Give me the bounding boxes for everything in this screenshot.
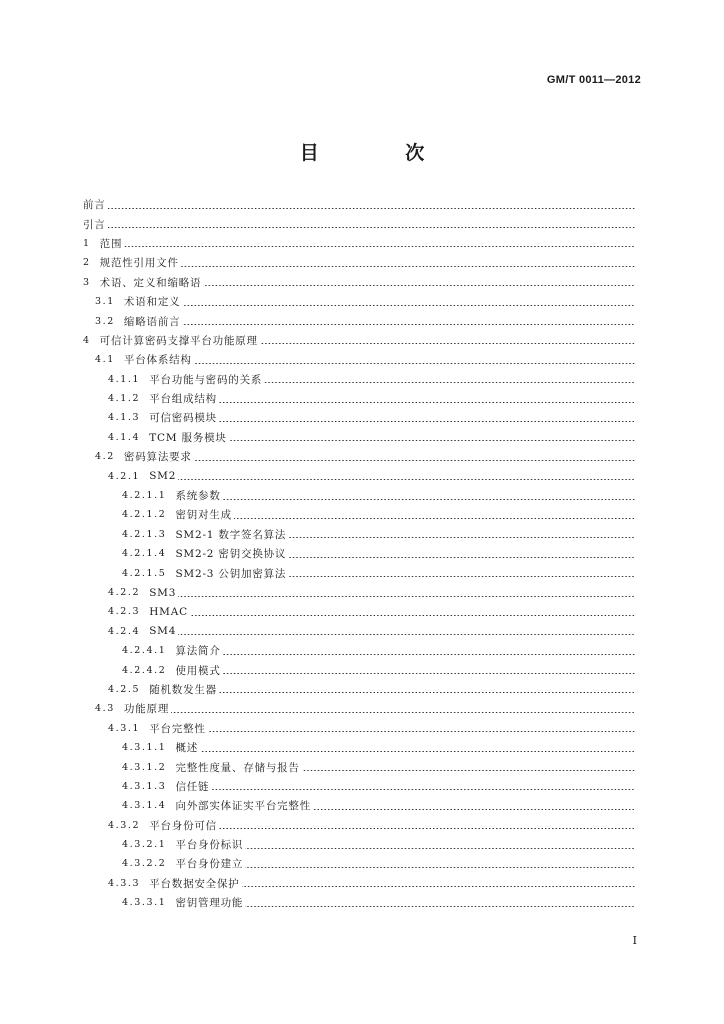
toc-entry[interactable] — [83, 893, 635, 912]
toc-entry[interactable] — [83, 583, 635, 602]
toc-entry[interactable] — [83, 738, 635, 757]
toc-entry-title: SM4 — [149, 625, 177, 638]
toc-entry[interactable] — [83, 796, 635, 815]
toc-entry-number: 4.3.3.1 — [122, 897, 167, 909]
toc-entry-number: 4 — [83, 334, 91, 346]
toc-entry-title: 平台组成结构 — [149, 393, 217, 406]
toc-dot-leader — [194, 363, 635, 364]
toc-entry-title: 密码算法要求 — [123, 451, 192, 464]
toc-dot-leader — [245, 867, 635, 868]
toc-entry[interactable] — [83, 835, 635, 854]
toc-entry[interactable] — [83, 292, 635, 311]
toc-dot-leader — [181, 266, 635, 267]
toc-entry-title: 完整性度量、存储与报告 — [175, 761, 300, 774]
toc-entry-title: 系统参数 — [175, 490, 221, 503]
toc-entry-number: 4.2.1.4 — [122, 548, 167, 560]
toc-entry-number: 4.1.2 — [108, 393, 141, 405]
toc-dot-leader — [260, 343, 635, 344]
toc-entry-number: 4.2.3 — [108, 606, 141, 618]
toc-dot-leader — [242, 886, 635, 887]
toc-dot-leader — [288, 537, 635, 538]
page-title: 目 次 — [299, 142, 465, 164]
toc-entry-number: 4.1 — [95, 354, 115, 366]
toc-dot-leader — [219, 421, 635, 422]
toc-entry[interactable] — [83, 777, 635, 796]
toc-entry-title: 范围 — [99, 237, 123, 250]
toc-entry-number: 4.2 — [95, 451, 115, 463]
toc-entry[interactable] — [83, 370, 635, 389]
toc-dot-leader — [288, 557, 635, 558]
toc-entry-number: 4.2.4 — [108, 625, 141, 637]
toc-entry-number: 2 — [83, 257, 91, 269]
toc-entry-title: 术语、定义和缩略语 — [99, 276, 202, 289]
toc-entry-number: 4.1.1 — [108, 373, 141, 385]
toc-dot-leader — [194, 460, 635, 461]
toc-entry-number: 4.3.2.2 — [122, 858, 167, 870]
toc-entry-title: 平台功能与密码的关系 — [149, 373, 263, 386]
toc-dot-leader — [203, 285, 635, 286]
toc-dot-leader — [108, 227, 635, 228]
toc-dot-leader — [302, 770, 635, 771]
table-of-contents — [83, 195, 635, 912]
toc-entry[interactable] — [83, 874, 635, 893]
toc-dot-leader — [208, 731, 635, 732]
toc-entry-title: 可信密码模块 — [149, 412, 217, 425]
toc-entry-number: 4.2.4.2 — [122, 664, 167, 676]
toc-entry-title: TCM 服务模块 — [149, 431, 227, 444]
toc-entry[interactable] — [83, 816, 635, 835]
toc-dot-leader — [171, 712, 635, 713]
toc-dot-leader — [223, 499, 635, 500]
toc-entry-title: 概述 — [175, 742, 199, 755]
toc-entry[interactable] — [83, 641, 635, 660]
toc-entry-number: 4.1.3 — [108, 412, 141, 424]
toc-entry[interactable] — [83, 680, 635, 699]
toc-entry-number: 3 — [83, 276, 91, 288]
toc-dot-leader — [245, 906, 635, 907]
toc-entry[interactable] — [83, 602, 635, 621]
toc-entry-number: 4.2.1.3 — [122, 528, 167, 540]
toc-entry-title: SM2-3 公钥加密算法 — [175, 567, 287, 580]
toc-entry-title: 前言 — [83, 199, 106, 212]
toc-entry-number: 3.1 — [95, 296, 115, 308]
toc-entry-title: 平台身份标识 — [175, 839, 244, 852]
toc-entry-title: 引言 — [83, 218, 106, 231]
toc-entry-number: 4.3 — [95, 703, 115, 715]
toc-entry[interactable] — [83, 331, 635, 350]
toc-entry[interactable] — [83, 486, 635, 505]
toc-entry-title: 信任链 — [175, 780, 210, 793]
toc-dot-leader — [178, 596, 635, 597]
toc-dot-leader — [211, 789, 635, 790]
toc-entry-number: 4.3.2 — [108, 819, 141, 831]
toc-entry[interactable] — [83, 719, 635, 738]
toc-entry-number: 4.2.2 — [108, 587, 141, 598]
toc-dot-leader — [313, 809, 635, 810]
toc-entry-number: 4.3.2.1 — [122, 839, 167, 851]
standard-code: GM/T 0011—2012 — [546, 74, 641, 86]
toc-entry[interactable] — [83, 505, 635, 524]
toc-entry-number: 4.2.4.1 — [122, 645, 167, 657]
toc-entry-number: 4.3.1.2 — [122, 761, 167, 773]
toc-entry-title: SM2 — [149, 470, 177, 483]
toc-entry[interactable] — [83, 350, 635, 369]
toc-entry[interactable] — [83, 544, 635, 563]
toc-entry-title: SM2-2 密钥交换协议 — [175, 548, 287, 561]
page-number: I — [632, 934, 637, 947]
toc-dot-leader — [182, 305, 635, 306]
toc-entry-number: 4.3.1 — [108, 722, 141, 734]
toc-entry-title: SM3 — [149, 586, 177, 599]
toc-entry-number: 1 — [83, 237, 91, 249]
toc-entry-number: 4.2.5 — [108, 683, 141, 695]
toc-entry[interactable] — [83, 389, 635, 408]
toc-entry[interactable] — [83, 273, 635, 292]
toc-entry[interactable] — [83, 234, 635, 253]
toc-dot-leader — [124, 246, 635, 247]
toc-entry-title: 平台身份建立 — [175, 858, 244, 871]
toc-entry-title: 平台数据安全保护 — [149, 877, 240, 890]
toc-entry-number: 4.3.1.3 — [122, 780, 167, 792]
toc-entry-title: 平台体系结构 — [123, 354, 192, 367]
toc-dot-leader — [182, 324, 635, 325]
toc-entry-title: 向外部实体证实平台完整性 — [175, 800, 312, 813]
toc-entry[interactable] — [83, 563, 635, 582]
toc-entry-title: 密钥管理功能 — [175, 897, 244, 910]
toc-entry-title: 密钥对生成 — [175, 509, 232, 522]
toc-entry-title: 缩略语前言 — [123, 315, 181, 328]
toc-dot-leader — [200, 751, 635, 752]
toc-entry[interactable] — [83, 622, 635, 641]
toc-entry-number: 3.2 — [95, 315, 115, 327]
toc-dot-leader — [223, 673, 635, 674]
toc-dot-leader — [223, 654, 635, 655]
toc-dot-leader — [245, 848, 635, 849]
toc-entry[interactable] — [83, 447, 635, 466]
toc-entry[interactable] — [83, 195, 635, 214]
toc-entry-number: 4.3.1.4 — [122, 800, 167, 812]
toc-dot-leader — [178, 634, 635, 635]
toc-entry[interactable] — [83, 660, 635, 679]
toc-dot-leader — [234, 518, 635, 519]
toc-entry[interactable] — [83, 757, 635, 776]
toc-entry-title: 可信计算密码支撑平台功能原理 — [99, 334, 258, 347]
toc-dot-leader — [229, 440, 635, 441]
toc-entry-title: 随机数发生器 — [149, 683, 217, 696]
toc-entry-number: 4.3.1.1 — [122, 742, 167, 754]
toc-entry-title: 规范性引用文件 — [99, 257, 179, 270]
toc-entry-title: 平台完整性 — [149, 722, 206, 735]
toc-entry-number: 4.2.1.5 — [122, 567, 167, 579]
toc-dot-leader — [219, 402, 635, 403]
toc-dot-leader — [219, 828, 635, 829]
toc-entry[interactable] — [83, 428, 635, 447]
toc-entry-title: SM2-1 数字签名算法 — [175, 528, 287, 541]
toc-entry[interactable] — [83, 214, 635, 233]
toc-entry[interactable] — [83, 699, 635, 718]
toc-entry[interactable] — [83, 253, 635, 272]
toc-entry-number: 4.2.1.1 — [122, 490, 167, 502]
toc-entry-title: 平台身份可信 — [149, 819, 217, 832]
toc-entry-number: 4.1.4 — [108, 431, 141, 443]
toc-entry-number: 4.2.1 — [108, 470, 141, 482]
toc-entry-title: 术语和定义 — [123, 296, 181, 309]
toc-entry-title: 算法简介 — [175, 645, 221, 658]
toc-dot-leader — [190, 615, 635, 616]
toc-entry[interactable] — [83, 466, 635, 485]
toc-entry[interactable] — [83, 311, 635, 330]
toc-entry-number: 4.2.1.2 — [122, 509, 167, 521]
toc-dot-leader — [219, 692, 635, 693]
toc-entry[interactable] — [83, 408, 635, 427]
toc-dot-leader — [108, 208, 635, 209]
toc-dot-leader — [178, 479, 635, 480]
toc-entry-title: 功能原理 — [123, 703, 170, 716]
toc-entry-title: 使用模式 — [175, 664, 221, 677]
toc-dot-leader — [288, 576, 635, 577]
toc-entry[interactable] — [83, 525, 635, 544]
toc-entry-number: 4.3.3 — [108, 877, 141, 889]
toc-entry-title: HMAC — [149, 605, 188, 618]
toc-entry[interactable] — [83, 854, 635, 873]
toc-dot-leader — [264, 382, 635, 383]
